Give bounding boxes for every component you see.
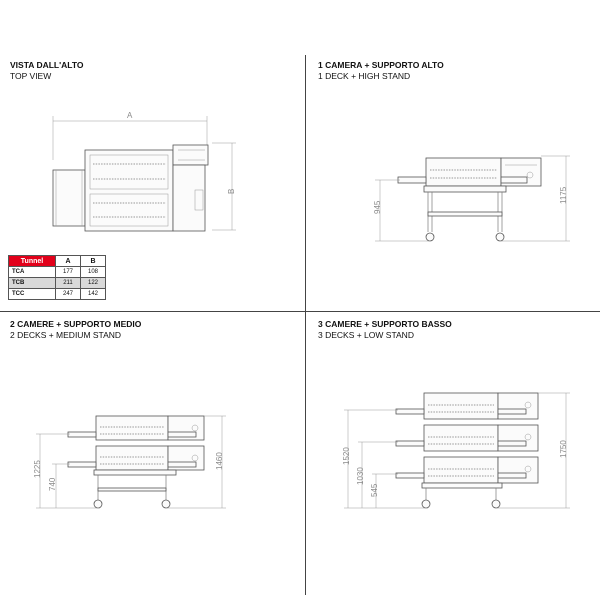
three-decks-subtitle: 3 DECKS + LOW STAND — [318, 330, 414, 340]
conveyor-left-top — [396, 409, 424, 414]
conveyor-right-lower — [168, 462, 196, 467]
control-box — [173, 145, 208, 165]
dimension-label-a: A — [127, 111, 133, 120]
wheel — [162, 500, 170, 508]
dimension-label-b: B — [227, 188, 236, 194]
conveyor-left-middle — [396, 441, 424, 446]
table-cell-b: 142 — [81, 289, 106, 300]
table-cell-name: TCA — [9, 267, 56, 278]
stand-top — [424, 186, 506, 192]
stand-shelf — [98, 488, 166, 491]
conveyor-right — [501, 177, 527, 183]
conveyor-right-bottom — [498, 473, 526, 478]
oven-body-top — [85, 150, 173, 231]
two-decks-subtitle: 2 DECKS + MEDIUM STAND — [10, 330, 122, 340]
oven-chamber-lower — [96, 446, 168, 470]
table-header-tunnel: Tunnel — [9, 256, 56, 267]
table-cell-a: 247 — [56, 289, 81, 300]
side-panel — [173, 165, 205, 231]
top-view-title: VISTA DALL'ALTO — [10, 60, 84, 70]
table-cell-name: TCC — [9, 289, 56, 300]
conveyor-left-upper — [68, 432, 96, 437]
three-decks-drawing — [342, 393, 570, 508]
control-panel-middle — [498, 425, 538, 451]
top-view-drawing — [53, 111, 236, 231]
dimension-label-1030: 1030 — [356, 467, 365, 485]
dimension-label-1460: 1460 — [215, 452, 224, 470]
dimension-label-1750: 1750 — [559, 440, 568, 458]
dimension-label-1520: 1520 — [342, 447, 351, 465]
oven-chamber-upper — [96, 416, 168, 440]
conveyor-left — [398, 177, 426, 183]
two-decks-title: 2 CAMERE + SUPPORTO MEDIO — [10, 319, 142, 329]
table-cell-name: TCB — [9, 278, 56, 289]
control-panel-bottom — [498, 457, 538, 483]
three-decks-title: 3 CAMERE + SUPPORTO BASSO — [318, 319, 452, 329]
stand-shelf — [428, 212, 502, 216]
table-cell-b: 108 — [81, 267, 106, 278]
conveyor-right-top — [498, 409, 526, 414]
two-decks-drawing — [33, 416, 226, 508]
oven-chamber-top — [424, 393, 498, 419]
top-view-subtitle: TOP VIEW — [10, 71, 52, 81]
one-deck-title: 1 CAMERA + SUPPORTO ALTO — [318, 60, 444, 70]
conveyor-extension-left — [53, 170, 85, 226]
control-panel-top — [498, 393, 538, 419]
wheel — [492, 500, 500, 508]
dimension-label-1175: 1175 — [559, 186, 568, 204]
stand-top — [94, 470, 176, 475]
table-cell-a: 177 — [56, 267, 81, 278]
conveyor-right-middle — [498, 441, 526, 446]
conveyor-left-lower — [68, 462, 96, 467]
table-header-a: A — [56, 256, 81, 267]
dimension-label-1225: 1225 — [33, 460, 42, 478]
oven-chamber — [426, 158, 501, 186]
table-cell-b: 122 — [81, 278, 106, 289]
conveyor-right-upper — [168, 432, 196, 437]
dimension-label-740: 740 — [48, 477, 57, 491]
oven-chamber-middle — [424, 425, 498, 451]
table-cell-a: 211 — [56, 278, 81, 289]
wheel — [496, 233, 504, 241]
conveyor-left-bottom — [396, 473, 424, 478]
wheel — [422, 500, 430, 508]
stand-top — [422, 483, 502, 488]
dimension-label-545: 545 — [370, 483, 379, 497]
dimension-label-945: 945 — [373, 200, 382, 214]
wheel — [426, 233, 434, 241]
table-header-b: B — [81, 256, 106, 267]
oven-chamber-bottom — [424, 457, 498, 483]
one-deck-subtitle: 1 DECK + HIGH STAND — [318, 71, 411, 81]
one-deck-drawing — [373, 156, 570, 241]
wheel — [94, 500, 102, 508]
